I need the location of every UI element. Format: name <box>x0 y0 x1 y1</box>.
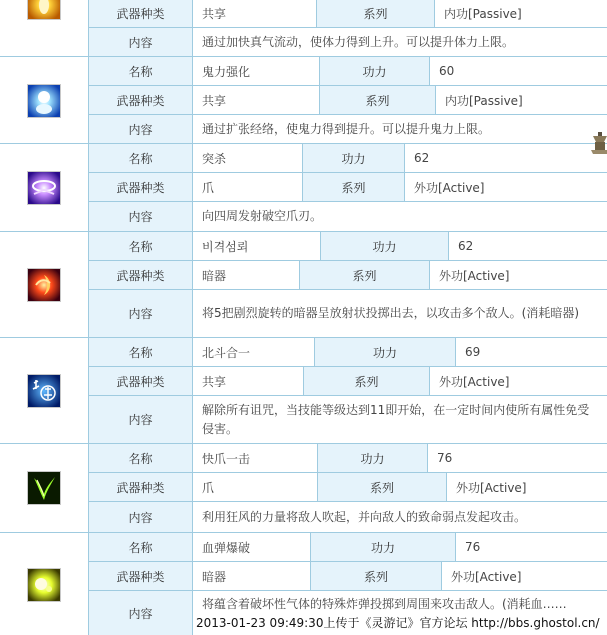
name-row <box>89 338 607 367</box>
content-value: 将蕴含着破坏性气体的特殊炸弹投掷到周围来攻击敌人。(消耗血…… <box>192 591 607 635</box>
name-value: 北斗合一 <box>192 338 314 366</box>
series-label: 系列 <box>299 261 429 289</box>
weapon-type-value: 共享 <box>192 367 303 395</box>
power-label: 功力 <box>319 57 429 85</box>
skill-icon-cell <box>0 533 89 635</box>
content-label: 内容 <box>89 202 192 231</box>
content-value: 利用狂风的力量将敌人吹起，并向敌人的致命弱点发起攻击。 <box>192 502 607 532</box>
yellow-blast-orb-icon <box>27 568 61 602</box>
series-label: 系列 <box>303 367 429 395</box>
content-value: 将5把剧烈旋转的暗器呈放射状投掷出去，以攻击多个敌人。(消耗暗器) <box>192 290 607 337</box>
weapon-type-row <box>89 86 607 115</box>
weapon-type-value: 共享 <box>192 0 316 27</box>
weapon-type-label: 武器种类 <box>89 367 192 395</box>
name-label: 名称 <box>89 144 192 172</box>
weapon-type-row <box>89 562 607 591</box>
power-label: 功力 <box>302 144 404 172</box>
weapon-type-row <box>89 0 607 28</box>
series-value: 外功[Active] <box>441 562 607 590</box>
weapon-type-label: 武器种类 <box>89 0 192 27</box>
series-label: 系列 <box>310 562 441 590</box>
skill-icon-cell <box>0 0 89 57</box>
series-label: 系列 <box>302 173 404 201</box>
content-value: 解除所有诅咒，当技能等级达到11即开始，在一定时间内使所有属性免受侵害。 <box>192 396 607 443</box>
name-row <box>89 57 607 86</box>
upload-watermark: 2013-01-23 09:49:30上传于《灵游记》官方论坛 http://bbs.ghostol.cn/ <box>196 615 600 630</box>
weapon-type-label: 武器种类 <box>89 562 192 590</box>
weapon-type-label: 武器种类 <box>89 86 192 114</box>
power-value: 60 <box>429 57 607 85</box>
skill-icon-cell <box>0 338 89 444</box>
weapon-type-value: 爪 <box>192 473 317 501</box>
skill-block <box>0 338 607 444</box>
power-label: 功力 <box>314 338 455 366</box>
series-value: 外功[Active] <box>429 367 607 395</box>
series-value: 外功[Active] <box>446 473 607 501</box>
content-value: 通过扩张经络，使鬼力得到提升。可以提升鬼力上限。 <box>192 115 607 143</box>
content-value: 向四周发射破空爪刃。 <box>192 202 607 231</box>
skill-block <box>0 57 607 144</box>
purple-claw-burst-icon <box>27 171 61 205</box>
power-label: 功力 <box>310 533 455 561</box>
skill-block <box>0 144 607 232</box>
content-row <box>89 396 607 444</box>
skill-icon-cell <box>0 444 89 533</box>
name-row <box>89 533 607 562</box>
name-value: 鬼力强化 <box>192 57 319 85</box>
blue-spirit-orb-icon <box>27 84 61 118</box>
name-row <box>89 144 607 173</box>
weapon-type-value: 暗器 <box>192 261 299 289</box>
power-label: 功力 <box>317 444 427 472</box>
content-row <box>89 502 607 533</box>
power-value: 62 <box>404 144 607 172</box>
name-value: 快爪一击 <box>192 444 317 472</box>
power-value: 69 <box>455 338 607 366</box>
content-label: 内容 <box>89 396 192 443</box>
skill-block <box>0 232 607 338</box>
content-label: 内容 <box>89 290 192 337</box>
series-value: 外功[Active] <box>429 261 607 289</box>
series-label: 系列 <box>317 473 446 501</box>
content-row <box>89 290 607 338</box>
skill-icon-cell <box>0 144 89 232</box>
weapon-type-label: 武器种类 <box>89 261 192 289</box>
series-label: 系列 <box>319 86 435 114</box>
name-label: 名称 <box>89 232 192 260</box>
name-value: 비격섬뢰 <box>192 232 320 260</box>
red-spinning-blade-icon <box>27 268 61 302</box>
weapon-type-row <box>89 173 607 202</box>
name-value: 血弹爆破 <box>192 533 310 561</box>
series-label: 系列 <box>316 0 434 27</box>
name-row <box>89 232 607 261</box>
series-value: 内功[Passive] <box>434 0 607 27</box>
content-row <box>89 28 607 57</box>
weapon-type-value: 爪 <box>192 173 302 201</box>
weapon-type-label: 武器种类 <box>89 473 192 501</box>
big-dipper-glyph-icon <box>27 374 61 408</box>
content-label: 内容 <box>89 502 192 532</box>
weapon-type-value: 暗器 <box>192 562 310 590</box>
green-wind-claw-icon <box>27 471 61 505</box>
content-label: 内容 <box>89 28 192 56</box>
skill-block <box>0 0 607 57</box>
weapon-type-label: 武器种类 <box>89 173 192 201</box>
weapon-type-value: 共享 <box>192 86 319 114</box>
power-value: 76 <box>455 533 607 561</box>
power-value: 62 <box>448 232 607 260</box>
name-row <box>89 444 607 473</box>
skill-icon-cell <box>0 232 89 338</box>
pagoda-figure-icon <box>589 130 607 158</box>
content-label: 内容 <box>89 115 192 143</box>
weapon-type-row <box>89 367 607 396</box>
power-value: 76 <box>427 444 607 472</box>
content-row <box>89 202 607 232</box>
skill-block <box>0 444 607 533</box>
power-label: 功力 <box>320 232 448 260</box>
name-label: 名称 <box>89 533 192 561</box>
name-value: 突杀 <box>192 144 302 172</box>
series-value: 内功[Passive] <box>435 86 607 114</box>
series-value: 外功[Active] <box>404 173 607 201</box>
name-label: 名称 <box>89 338 192 366</box>
skill-icon-cell <box>0 57 89 144</box>
weapon-type-row <box>89 261 607 290</box>
content-label: 内容 <box>89 591 192 635</box>
weapon-type-row <box>89 473 607 502</box>
name-label: 名称 <box>89 57 192 85</box>
golden-flame-icon <box>27 0 61 20</box>
content-value: 通过加快真气流动，使体力得到上升。可以提升体力上限。 <box>192 28 607 56</box>
content-row <box>89 115 607 144</box>
name-label: 名称 <box>89 444 192 472</box>
